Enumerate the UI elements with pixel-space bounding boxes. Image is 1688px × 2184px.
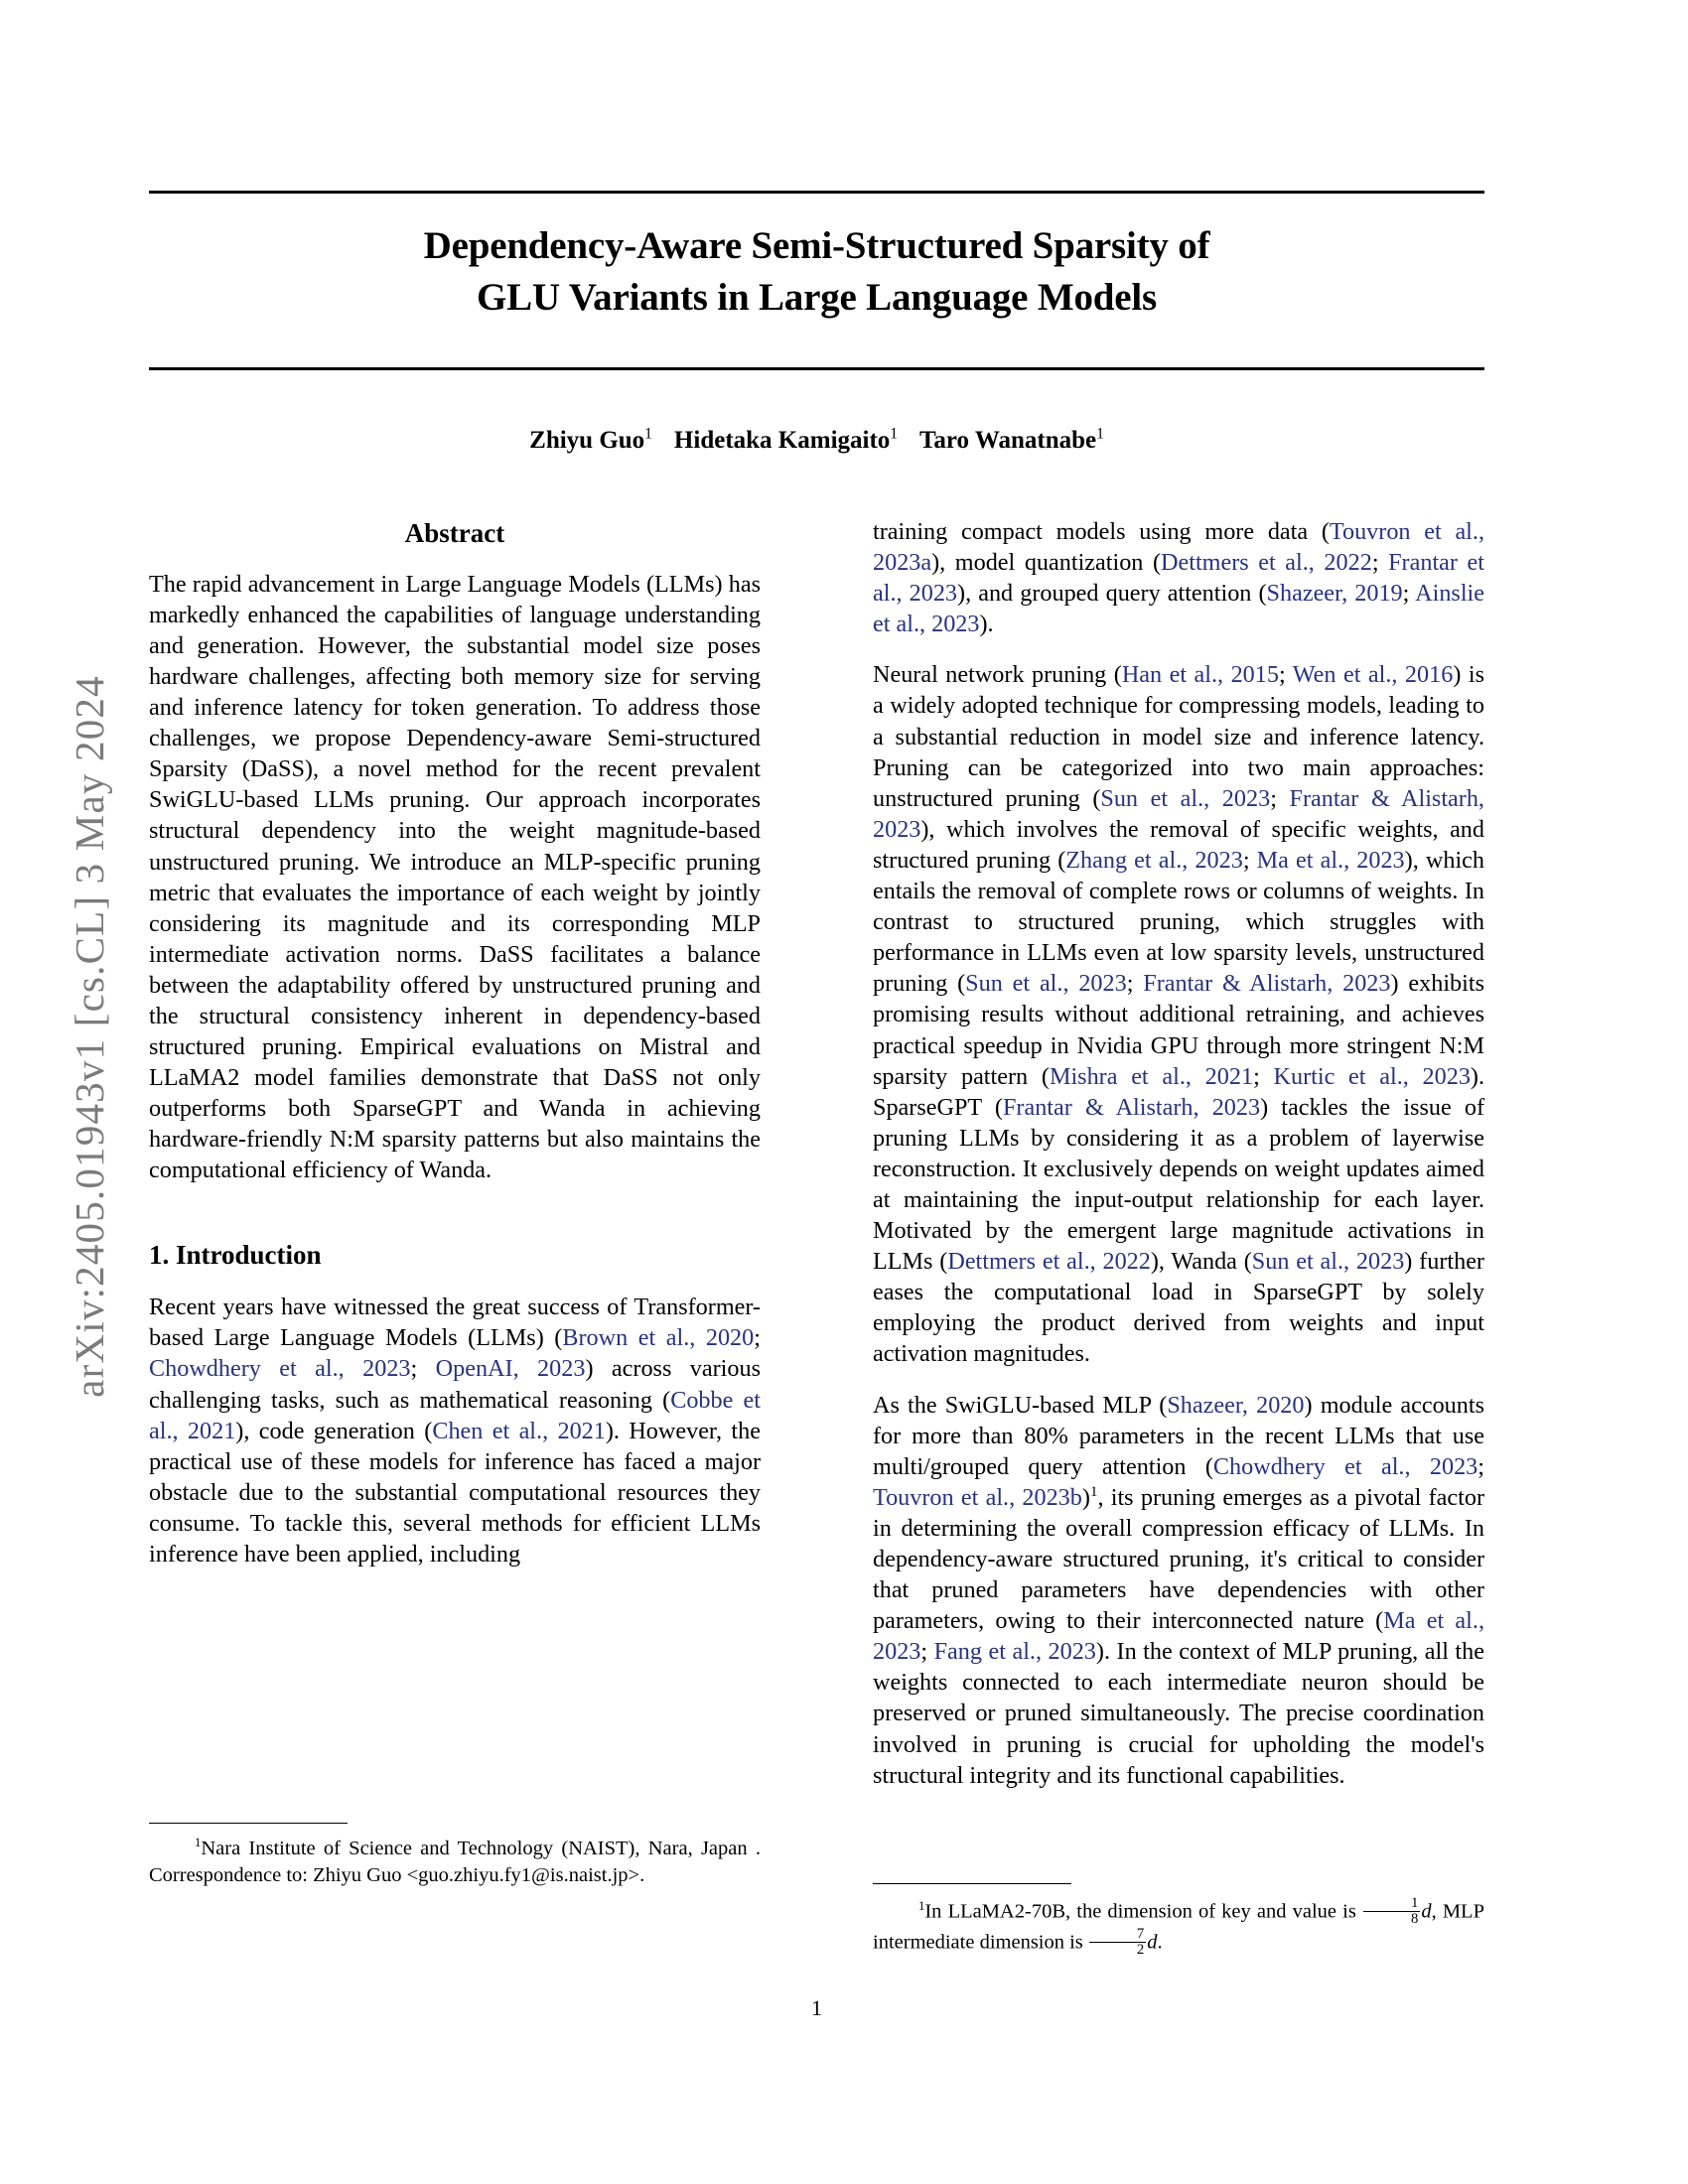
citation-touvron-2023a[interactable]: Touvron et al., 2023a	[873, 518, 1484, 577]
author-1	[529, 427, 652, 454]
text-seg: Neural network pruning (	[873, 661, 1122, 689]
author-2-affiliation-marker: 1	[890, 425, 899, 443]
text-seg: ), Wanda (	[1150, 1248, 1252, 1276]
citation-chen-2021[interactable]: Chen et al., 2021	[432, 1417, 606, 1444]
fraction-denominator: 8	[1410, 1911, 1419, 1928]
fraction-numerator: 7	[1089, 1927, 1146, 1943]
text-seg: ) further eases the computational load in SparseGPT by solely employing the product derived from weights and input activation magnitudes.	[873, 1248, 1484, 1368]
footnote-marker-1[interactable]: 1	[1089, 1483, 1098, 1500]
paper-content	[149, 0, 1539, 2184]
citation-dettmers-2022[interactable]: Dettmers et al., 2022	[1161, 549, 1372, 577]
author-3-affiliation-marker: 1	[1096, 425, 1104, 443]
footnote-right-seg-3: .	[1157, 1931, 1163, 1954]
author-3-name: Taro Wanatnabe	[919, 427, 1097, 454]
author-3	[919, 427, 1104, 454]
arxiv-stamp-text: arXiv:2405.01943v1 [cs.CL] 3 May 2024	[67, 675, 112, 1398]
citation-mishra-2021[interactable]: Mishra et al., 2021	[1049, 1062, 1254, 1090]
citation-frantar-alistarh-2023[interactable]: Frantar & Alistarh, 2023	[873, 784, 1484, 843]
right-paragraph-pruning	[873, 659, 1484, 1369]
text-seg: ;	[1371, 549, 1389, 577]
variable-d-1: d	[1421, 1900, 1432, 1923]
citation-frantar-alistarh-2023-b[interactable]: Frantar & Alistarh, 2023	[1143, 970, 1391, 998]
citation-kurtic-2023[interactable]: Kurtic et al., 2023	[1273, 1062, 1471, 1090]
citation-cobbe-2021[interactable]: Cobbe et al., 2021	[149, 1386, 761, 1444]
abstract-heading: Abstract	[404, 518, 505, 548]
text-seg: ;	[1270, 784, 1290, 812]
page-number: 1	[811, 1995, 822, 2020]
text-seg: ;	[410, 1355, 436, 1383]
fraction-denominator: 2	[1136, 1942, 1145, 1959]
text-seg: ;	[1402, 580, 1416, 608]
text-seg: ). In the context of MLP pruning, all the weights connected to each intermediate neuron should be preserved or pruned simultaneously. The precise coordination involved in pruning is crucial for upholding the model's structural integrity and its functional capabilities.	[873, 1638, 1484, 1789]
text-seg: ;	[1253, 1062, 1274, 1090]
citation-chowdhery-2023-b[interactable]: Chowdhery et al., 2023	[1212, 1452, 1478, 1480]
text-seg: As the SwiGLU-based MLP (	[873, 1391, 1168, 1419]
text-seg: , its pruning emerges as a pivotal factor in determining the overall compression efficacy of LLMs. In dependency-aware structured pruning, it's critical to consider that pruned parameters have dependencies with other parameters, owing to their interconnected nature (	[873, 1483, 1484, 1635]
footnote-rule-right	[873, 1883, 1071, 1884]
introduction-paragraph-1	[149, 1292, 761, 1570]
citation-shazeer-2019[interactable]: Shazeer, 2019	[1266, 580, 1403, 608]
introduction-block	[149, 1238, 761, 1570]
text-seg: ;	[1477, 1452, 1484, 1480]
footnote-left-body	[149, 1836, 761, 1888]
title-rule-bottom	[149, 367, 1484, 370]
citation-dettmers-2022-b[interactable]: Dettmers et al., 2022	[947, 1248, 1151, 1276]
text-seg: ) exhibits promising results without additional retraining, and achieves practical speedup in Nvidia GPU through more stringent N:M sparsity pattern (	[873, 970, 1484, 1090]
fraction-numerator: 1	[1363, 1896, 1420, 1912]
text-seg: Recent years have witnessed the great success of Transformer-based Large Language Models (LLMs) (	[149, 1294, 761, 1352]
citation-han-2015[interactable]: Han et al., 2015	[1121, 661, 1279, 689]
citation-frantar-2023[interactable]: Frantar et al., 2023	[873, 549, 1484, 608]
text-seg: ). However, the practical use of these models for inference has faced a major obstacle due to the substantial computational resources they consume. To tackle this, several methods for efficient LLMs inference have been applied, including	[149, 1417, 761, 1568]
text-seg: ;	[920, 1638, 934, 1666]
citation-ainslie-2023[interactable]: Ainslie et al., 2023	[873, 580, 1484, 638]
footnote-left	[149, 1823, 761, 1888]
title-rule-top	[149, 191, 1484, 194]
footnote-right-body	[873, 1896, 1484, 1958]
author-list	[149, 427, 1484, 455]
citation-sun-2023-b[interactable]: Sun et al., 2023	[965, 970, 1127, 998]
footnote-right	[873, 1883, 1484, 1958]
text-seg: ), and grouped query attention (	[957, 580, 1267, 608]
page-title-line-1: Dependency-Aware Semi-Structured Sparsity of	[423, 224, 1210, 267]
text-seg: ) module accounts for more than 80% parameters in the recent LLMs that use multi/grouped query attention (	[873, 1391, 1485, 1480]
citation-ma-2023-b[interactable]: Ma et al., 2023	[873, 1607, 1484, 1666]
footnote-right-seg-1: In LLaMA2-70B, the dimension of key and value is	[924, 1900, 1362, 1923]
citation-ma-2023[interactable]: Ma et al., 2023	[1256, 846, 1405, 874]
text-seg: ), code generation (	[235, 1417, 433, 1444]
section-heading-introduction: 1. Introduction	[149, 1239, 322, 1270]
text-seg: ) across various challenging tasks, such as mathematical reasoning (	[149, 1355, 761, 1414]
right-paragraph-swiglu	[873, 1390, 1484, 1791]
text-seg: ) tackles the issue of pruning LLMs by considering it as a problem of layerwise reconstruction. It exclusively depends on weight updates aimed at maintaining the input-output relationship for each layer. Motivated by the emergent large magnitude activations in LLMs (	[873, 1093, 1484, 1276]
fraction-one-eighth	[1363, 1896, 1420, 1927]
author-1-name: Zhiyu Guo	[529, 427, 645, 454]
text-seg: ).	[979, 611, 994, 638]
author-1-affiliation-marker: 1	[644, 425, 652, 443]
text-seg: )	[1081, 1483, 1090, 1511]
arxiv-stamp	[0, 0, 119, 2184]
footnote-left-text: Nara Institute of Science and Technology (NAIST), Nara, Japan . Correspondence to: Zhiyu Guo <guo.zhiyu.fy1@is.naist.jp>.	[149, 1838, 761, 1886]
text-seg: ). SparseGPT (	[873, 1062, 1485, 1121]
citation-wen-2016[interactable]: Wen et al., 2016	[1292, 661, 1454, 689]
text-seg: ), which entails the removal of complete rows or columns of weights. In contrast to structured pruning, which struggles with performance in LLMs even at low sparsity levels, unstructured pruning (	[873, 846, 1484, 998]
footnote-rule-left	[149, 1823, 348, 1824]
author-2-name: Hidetaka Kamigaito	[673, 427, 891, 454]
citation-chowdhery-2023[interactable]: Chowdhery et al., 2023	[149, 1355, 411, 1383]
variable-d-2: d	[1147, 1931, 1158, 1954]
page-title	[149, 220, 1484, 324]
left-column	[149, 516, 761, 1570]
citation-frantar-alistarh-2023-c[interactable]: Frantar & Alistarh, 2023	[1002, 1093, 1261, 1121]
text-seg: ) is a widely adopted technique for compressing models, leading to a substantial reduction in model size and inference latency. Pruning can be categorized into two main approaches: unstructured pruning (	[873, 661, 1484, 812]
page-title-line-2: GLU Variants in Large Language Models	[477, 275, 1157, 319]
footnote-right-marker: 1	[918, 1898, 925, 1913]
text-seg: ;	[1126, 970, 1144, 998]
author-2	[674, 427, 898, 454]
text-seg: training compact models using more data (	[873, 518, 1330, 545]
text-seg: ), which involves the removal of specific weights, and structured pruning (	[873, 815, 1484, 874]
text-seg: ;	[754, 1324, 761, 1352]
abstract-body: The rapid advancement in Large Language Models (LLMs) has markedly enhanced the capabilities of language understanding and generation. However, the substantial model size poses hardware challenges, affecting both memory size for serving and inference latency for token generation. To address those challenges, we propose Dependency-aware Semi-structured Sparsity (DaSS), a novel method for the recent prevalent SwiGLU-based LLMs pruning. Our approach incorporates structural dependency into the weight magnitude-based unstructured pruning. We introduce an MLP-specific pruning metric that evaluates the importance of each weight by jointly considering its magnitude and its corresponding MLP intermediate activation norms. DaSS facilitates a balance between the adaptability offered by unstructured pruning and the structural consistency inherent in dependency-based structured pruning. Empirical evaluations on Mistral and LLaMA2 model families demonstrate that DaSS not only outperforms both SparseGPT and Wanda in achieving hardware-friendly N:M sparsity patterns but also maintains the computational efficiency of Wanda.	[149, 570, 761, 1184]
citation-sun-2023[interactable]: Sun et al., 2023	[1100, 784, 1271, 812]
text-seg: ;	[1242, 846, 1257, 874]
citation-openai-2023[interactable]: OpenAI, 2023	[435, 1355, 586, 1383]
text-seg: ;	[1278, 661, 1293, 689]
footnote-left-marker: 1	[195, 1836, 202, 1850]
citation-touvron-2023b[interactable]: Touvron et al., 2023b	[873, 1483, 1082, 1511]
citation-shazeer-2020[interactable]: Shazeer, 2020	[1167, 1391, 1305, 1419]
footnote-right-seg-2: , MLP intermediate dimension is	[873, 1900, 1484, 1954]
citation-fang-2023[interactable]: Fang et al., 2023	[933, 1638, 1096, 1666]
citation-sun-2023-c[interactable]: Sun et al., 2023	[1251, 1248, 1405, 1276]
citation-zhang-2023[interactable]: Zhang et al., 2023	[1065, 846, 1243, 874]
fraction-seven-halves	[1089, 1927, 1146, 1958]
right-paragraph-continued	[873, 516, 1484, 639]
text-seg: ), model quantization (	[931, 549, 1162, 577]
citation-brown-2020[interactable]: Brown et al., 2020	[562, 1324, 755, 1352]
right-column	[873, 516, 1484, 1791]
